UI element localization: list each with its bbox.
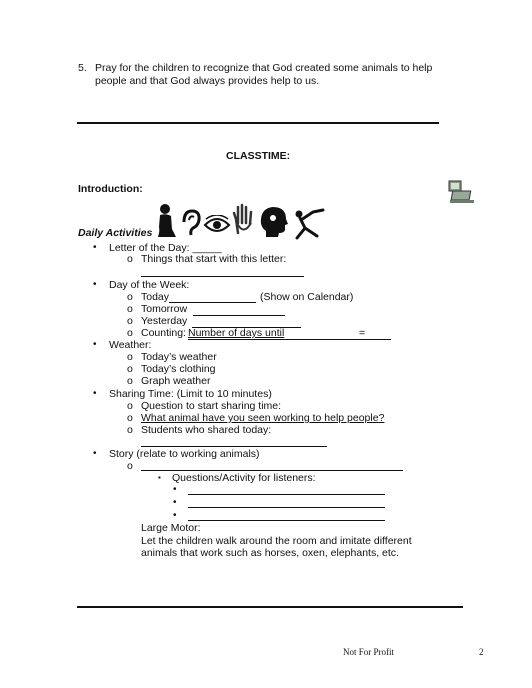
introduction-label: Introduction: (78, 183, 143, 195)
square-bullet-questions: ▪ (158, 473, 161, 482)
daily-activities-label: Daily Activities (78, 227, 153, 239)
ear-icon (180, 208, 202, 238)
students-shared-text: Students who shared today: (141, 424, 272, 436)
bullet-day-of-week: • (93, 279, 97, 290)
computer-icon (447, 178, 477, 206)
things-start-blank (141, 276, 304, 277)
sub-bullet-todays-clothing: o (127, 363, 133, 375)
prayer-text-line1: Pray for the children to recognize that God created some animals to help (95, 62, 433, 74)
top-divider (77, 122, 439, 124)
days-until-blank (188, 339, 391, 340)
sub-bullet-question-sharing: o (127, 400, 133, 412)
head-profile-icon (258, 205, 290, 239)
tomorrow-text: Tomorrow (141, 303, 188, 315)
large-motor-desc-line2: animals that work such as horses, oxen, elephants, etc. (141, 547, 399, 559)
listener-bullet-1: • (173, 484, 177, 495)
stretching-person-icon (291, 208, 327, 240)
story-text: Story (relate to working animals) (109, 448, 260, 460)
listener-blank-2 (188, 507, 385, 508)
large-motor-label: Large Motor: (141, 522, 201, 534)
todays-clothing-text: Today’s clothing (141, 363, 216, 375)
sub-bullet-students-shared: o (127, 424, 133, 436)
show-on-calendar-text: (Show on Calendar) (260, 291, 354, 303)
question-sharing-text: Question to start sharing time: (141, 400, 282, 412)
story-blank (141, 470, 403, 471)
sub-bullet-today: o (127, 291, 133, 303)
what-animal-text: What animal have you seen working to help people? (141, 412, 385, 424)
footer-not-for-profit: Not For Profit (343, 647, 395, 657)
listener-bullet-3: • (173, 510, 177, 521)
questions-activity-text: Questions/Activity for listeners: (172, 472, 316, 484)
today-text: Today (141, 291, 170, 303)
day-of-week-text: Day of the Week: (109, 279, 190, 291)
sub-bullet-story-blank: o (127, 460, 133, 472)
number-days-until-text: Number of days until (188, 327, 285, 339)
sub-bullet-graph-weather: o (127, 375, 133, 387)
sub-bullet-todays-weather: o (127, 351, 133, 363)
praying-child-icon (154, 203, 178, 239)
bullet-story: • (93, 448, 97, 459)
sub-bullet-things-start: o (127, 253, 133, 265)
yesterday-text: Yesterday (141, 315, 188, 327)
sub-bullet-what-animal: o (127, 412, 133, 424)
listener-blank-1 (188, 494, 385, 495)
counting-equals: = (359, 327, 366, 339)
bullet-weather: • (93, 339, 97, 350)
weather-text: Weather: (109, 339, 152, 351)
bullet-letter-of-day: • (93, 242, 97, 253)
large-motor-desc-line1: Let the children walk around the room and imitate different (141, 535, 412, 547)
page-heading: CLASSTIME: (226, 150, 291, 162)
sub-bullet-counting: o (127, 327, 133, 339)
bullet-sharing-time: • (93, 388, 97, 399)
prayer-number: 5. (78, 62, 87, 74)
sub-bullet-yesterday: o (127, 315, 133, 327)
hand-icon (231, 203, 255, 235)
tomorrow-blank (193, 315, 285, 316)
things-start-text: Things that start with this letter: (141, 253, 287, 265)
graph-weather-text: Graph weather (141, 375, 211, 387)
eye-icon (203, 215, 231, 235)
sharing-time-text: Sharing Time: (Limit to 10 minutes) (109, 388, 272, 400)
prayer-text-line2: people and that God always provides help to us. (95, 75, 320, 87)
footer-page-number: 2 (479, 647, 484, 657)
listener-bullet-2: • (173, 497, 177, 508)
counting-label: Counting: (141, 327, 186, 339)
todays-weather-text: Today’s weather (141, 351, 217, 363)
sub-bullet-tomorrow: o (127, 303, 133, 315)
bottom-divider (77, 606, 463, 608)
listener-blank-3 (188, 520, 385, 521)
letter-of-day-text: Letter of the Day: _____ (109, 242, 222, 254)
students-shared-blank (141, 446, 327, 447)
